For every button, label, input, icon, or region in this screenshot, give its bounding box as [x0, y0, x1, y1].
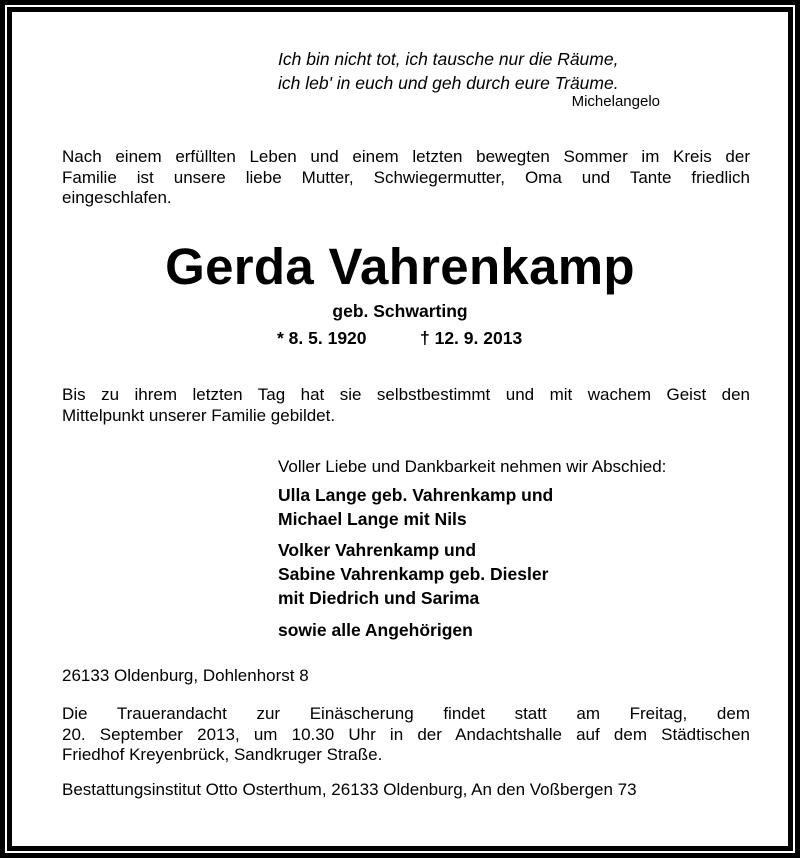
service-paragraph [62, 704, 750, 766]
farewell-text: Voller Liebe und Dankbarkeit nehmen wir Abschied: [278, 457, 667, 476]
intro-line: eingeschlafen. [62, 188, 172, 207]
tribute-line: Bis zu ihrem letzten Tag hat sie selbstbestimmt und mit wachem Geist den [62, 385, 750, 404]
service-line: 20. September 2013, um 10.30 Uhr in der Andachtshalle auf dem Städtischen [62, 724, 750, 744]
service-line: Die Trauerandacht zur Einäscherung findet statt am Freitag, dem [62, 704, 750, 723]
quote-line: Ich bin nicht tot, ich tausche nur die Räume, [278, 49, 619, 69]
intro-paragraph [62, 147, 750, 209]
tribute-line: Mittelpunkt unserer Familie gebildet. [62, 405, 336, 425]
mourner-line: Michael Lange mit Nils [278, 509, 467, 529]
mourner-group-3 [278, 618, 473, 642]
mourner-line: mit Diedrich und Sarima [278, 588, 480, 608]
mourner-group-2 [278, 538, 548, 610]
quote [278, 47, 619, 95]
mourner-line: Ulla Lange geb. Vahrenkamp und [278, 485, 554, 505]
service-line: Friedhof Kreyenbrück, Sandkruger Straße. [62, 745, 383, 764]
mourner-group-1 [278, 483, 553, 531]
mourner-line: Sabine Vahrenkamp geb. Diesler [278, 564, 549, 584]
maiden-name: geb. Schwarting [332, 301, 468, 321]
quote-line: ich leb' in euch und geh durch eure Träume. [278, 73, 619, 93]
family-address: 26133 Oldenburg, Dohlenhorst 8 [62, 666, 309, 685]
quote-author: Michelangelo [571, 93, 660, 110]
death-date: † 12. 9. 2013 [420, 328, 523, 348]
intro-line: Nach einem erfüllten Leben und einem letzten bewegten Sommer im Kreis der [62, 147, 750, 166]
intro-line: Familie ist unsere liebe Mutter, Schwiegermutter, Oma und Tante friedlich [62, 167, 750, 187]
deceased-name: Gerda Vahrenkamp [165, 238, 635, 295]
undertaker-info: Bestattungsinstitut Otto Osterthum, 26133 Oldenburg, An den Voßbergen 73 [62, 780, 637, 799]
obituary-notice [12, 12, 788, 846]
tribute-paragraph [62, 385, 750, 426]
birth-date: * 8. 5. 1920 [277, 328, 367, 348]
mourner-line: Volker Vahrenkamp und [278, 540, 477, 560]
mourner-line: sowie alle Angehörigen [278, 620, 473, 640]
